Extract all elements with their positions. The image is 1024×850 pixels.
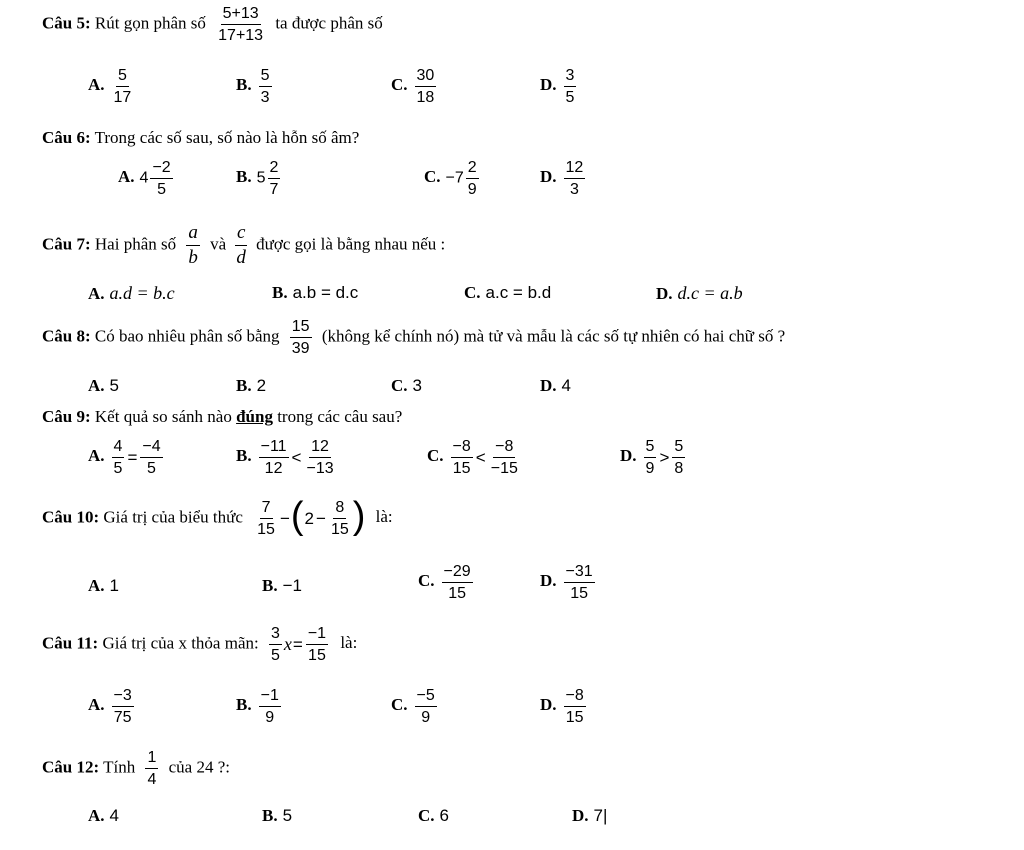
- fraction: $\frac{a}{b}$: [188, 222, 198, 268]
- question-label: Câu 5:: [42, 13, 91, 33]
- option-a[interactable]: A. 5: [88, 376, 119, 395]
- option-c[interactable]: C. 6: [418, 806, 449, 825]
- fraction: $\frac{8}{15}$: [330, 499, 349, 538]
- fraction: $\frac{1}{4}$: [147, 749, 157, 788]
- question-label: Câu 11:: [42, 633, 99, 653]
- question-label: Câu 7:: [42, 234, 91, 254]
- fraction: $\frac{5+13}{17+13}$: [218, 5, 264, 44]
- option-a[interactable]: A. a.d = b.c: [88, 283, 175, 303]
- emphasis: đúng: [236, 407, 273, 426]
- option-d[interactable]: D. 4: [540, 376, 571, 395]
- option-b[interactable]: B. 5 $\frac{2}{7}$: [236, 159, 279, 198]
- option-d[interactable]: D. $\frac{5}{9}$ > $\frac{5}{8}$: [620, 438, 684, 477]
- question-label: Câu 12:: [42, 757, 100, 777]
- fraction: $\frac{-1}{15}$: [307, 625, 327, 664]
- option-d[interactable]: D. $\frac{-31}{15}$: [540, 563, 593, 602]
- question-7: Câu 7: Hai phân số $\frac{a}{b}$ và $\frac{c}{d}$ được gọi là bằng nhau nếu :: [42, 222, 446, 268]
- question-label: Câu 6:: [42, 128, 91, 147]
- option-b[interactable]: B. 5: [262, 806, 293, 825]
- option-a[interactable]: A. 4: [88, 806, 119, 825]
- option-b[interactable]: B. a.b = d.c: [272, 283, 359, 302]
- option-d[interactable]: D. $\frac{3}{5}$: [540, 67, 575, 106]
- option-d[interactable]: D. 7|: [572, 806, 608, 825]
- question-6: [42, 128, 359, 148]
- question-text: ta được phân số: [275, 13, 383, 33]
- option-c[interactable]: C. −7 $\frac{2}{9}$: [424, 159, 477, 198]
- option-a[interactable]: A. 4 $\frac{-2}{5}$: [118, 159, 171, 198]
- question-label: Câu 10:: [42, 507, 100, 527]
- option-d[interactable]: D. $\frac{-8}{15}$: [540, 687, 584, 726]
- option-c[interactable]: C. $\frac{-29}{15}$: [418, 563, 471, 602]
- option-a[interactable]: A. 1: [88, 576, 119, 595]
- question-9: Câu 9: Kết quả so sánh nào đúng trong các câu sau?: [42, 407, 403, 426]
- question-text: Rút gọn phân số: [94, 13, 206, 33]
- option-b[interactable]: B. $\frac{-1}{9}$: [236, 687, 279, 726]
- option-c[interactable]: C. 3: [391, 376, 422, 395]
- option-a[interactable]: A. $\frac{5}{17}$: [88, 67, 132, 106]
- option-b[interactable]: B. 2: [236, 376, 267, 395]
- fraction: $\frac{15}{39}$: [291, 318, 310, 357]
- option-c[interactable]: C. $\frac{-5}{9}$: [391, 687, 435, 726]
- option-b[interactable]: B. −1: [262, 576, 302, 595]
- fraction: $\frac{7}{15}$: [257, 499, 275, 538]
- option-c[interactable]: C. a.c = b.d: [464, 283, 552, 302]
- option-d[interactable]: D. d.c = a.b: [656, 283, 743, 303]
- question-11: Câu 11: Giá trị của x thỏa mãn: $\frac{3}{5}$ x= $\frac{-1}{15}$ là:: [42, 625, 358, 664]
- fraction: $\frac{c}{d}$: [236, 222, 246, 268]
- option-b[interactable]: B. $\frac{5}{3}$: [236, 67, 270, 106]
- question-12: Câu 12: Tính $\frac{1}{4}$ của 24 ?:: [42, 749, 230, 788]
- option-c[interactable]: C. $\frac{-8}{15}$ < $\frac{-8}{-15}$: [427, 438, 518, 477]
- question-label: Câu 9:: [42, 407, 91, 426]
- option-a[interactable]: A. $\frac{4}{5}$ = $\frac{-4}{5}$: [88, 438, 161, 477]
- question-10: Câu 10: Giá trị của biểu thức $\frac{7}{15}$ −(2 − $\frac{8}{15}$ ) là:: [42, 494, 393, 538]
- question-5: [42, 4, 383, 45]
- question-label: Câu 8:: [42, 326, 91, 346]
- option-c[interactable]: C. $\frac{30}{18}$: [391, 67, 435, 106]
- question-text: Trong các số sau, số nào là hỗn số âm?: [94, 128, 360, 147]
- question-8: Câu 8: Có bao nhiêu phân số bằng $\frac{15}{39}$ (không kể chính nó) mà tử và mẫu là các số tự nhiên có hai chữ số ?: [42, 318, 786, 357]
- option-d[interactable]: D. $\frac{12}{3}$: [540, 159, 584, 198]
- option-a[interactable]: A. $\frac{-3}{75}$: [88, 687, 132, 726]
- option-b[interactable]: B. $\frac{-11}{12}$ < $\frac{12}{-13}$: [236, 438, 334, 477]
- fraction: $\frac{3}{5}$: [270, 625, 280, 664]
